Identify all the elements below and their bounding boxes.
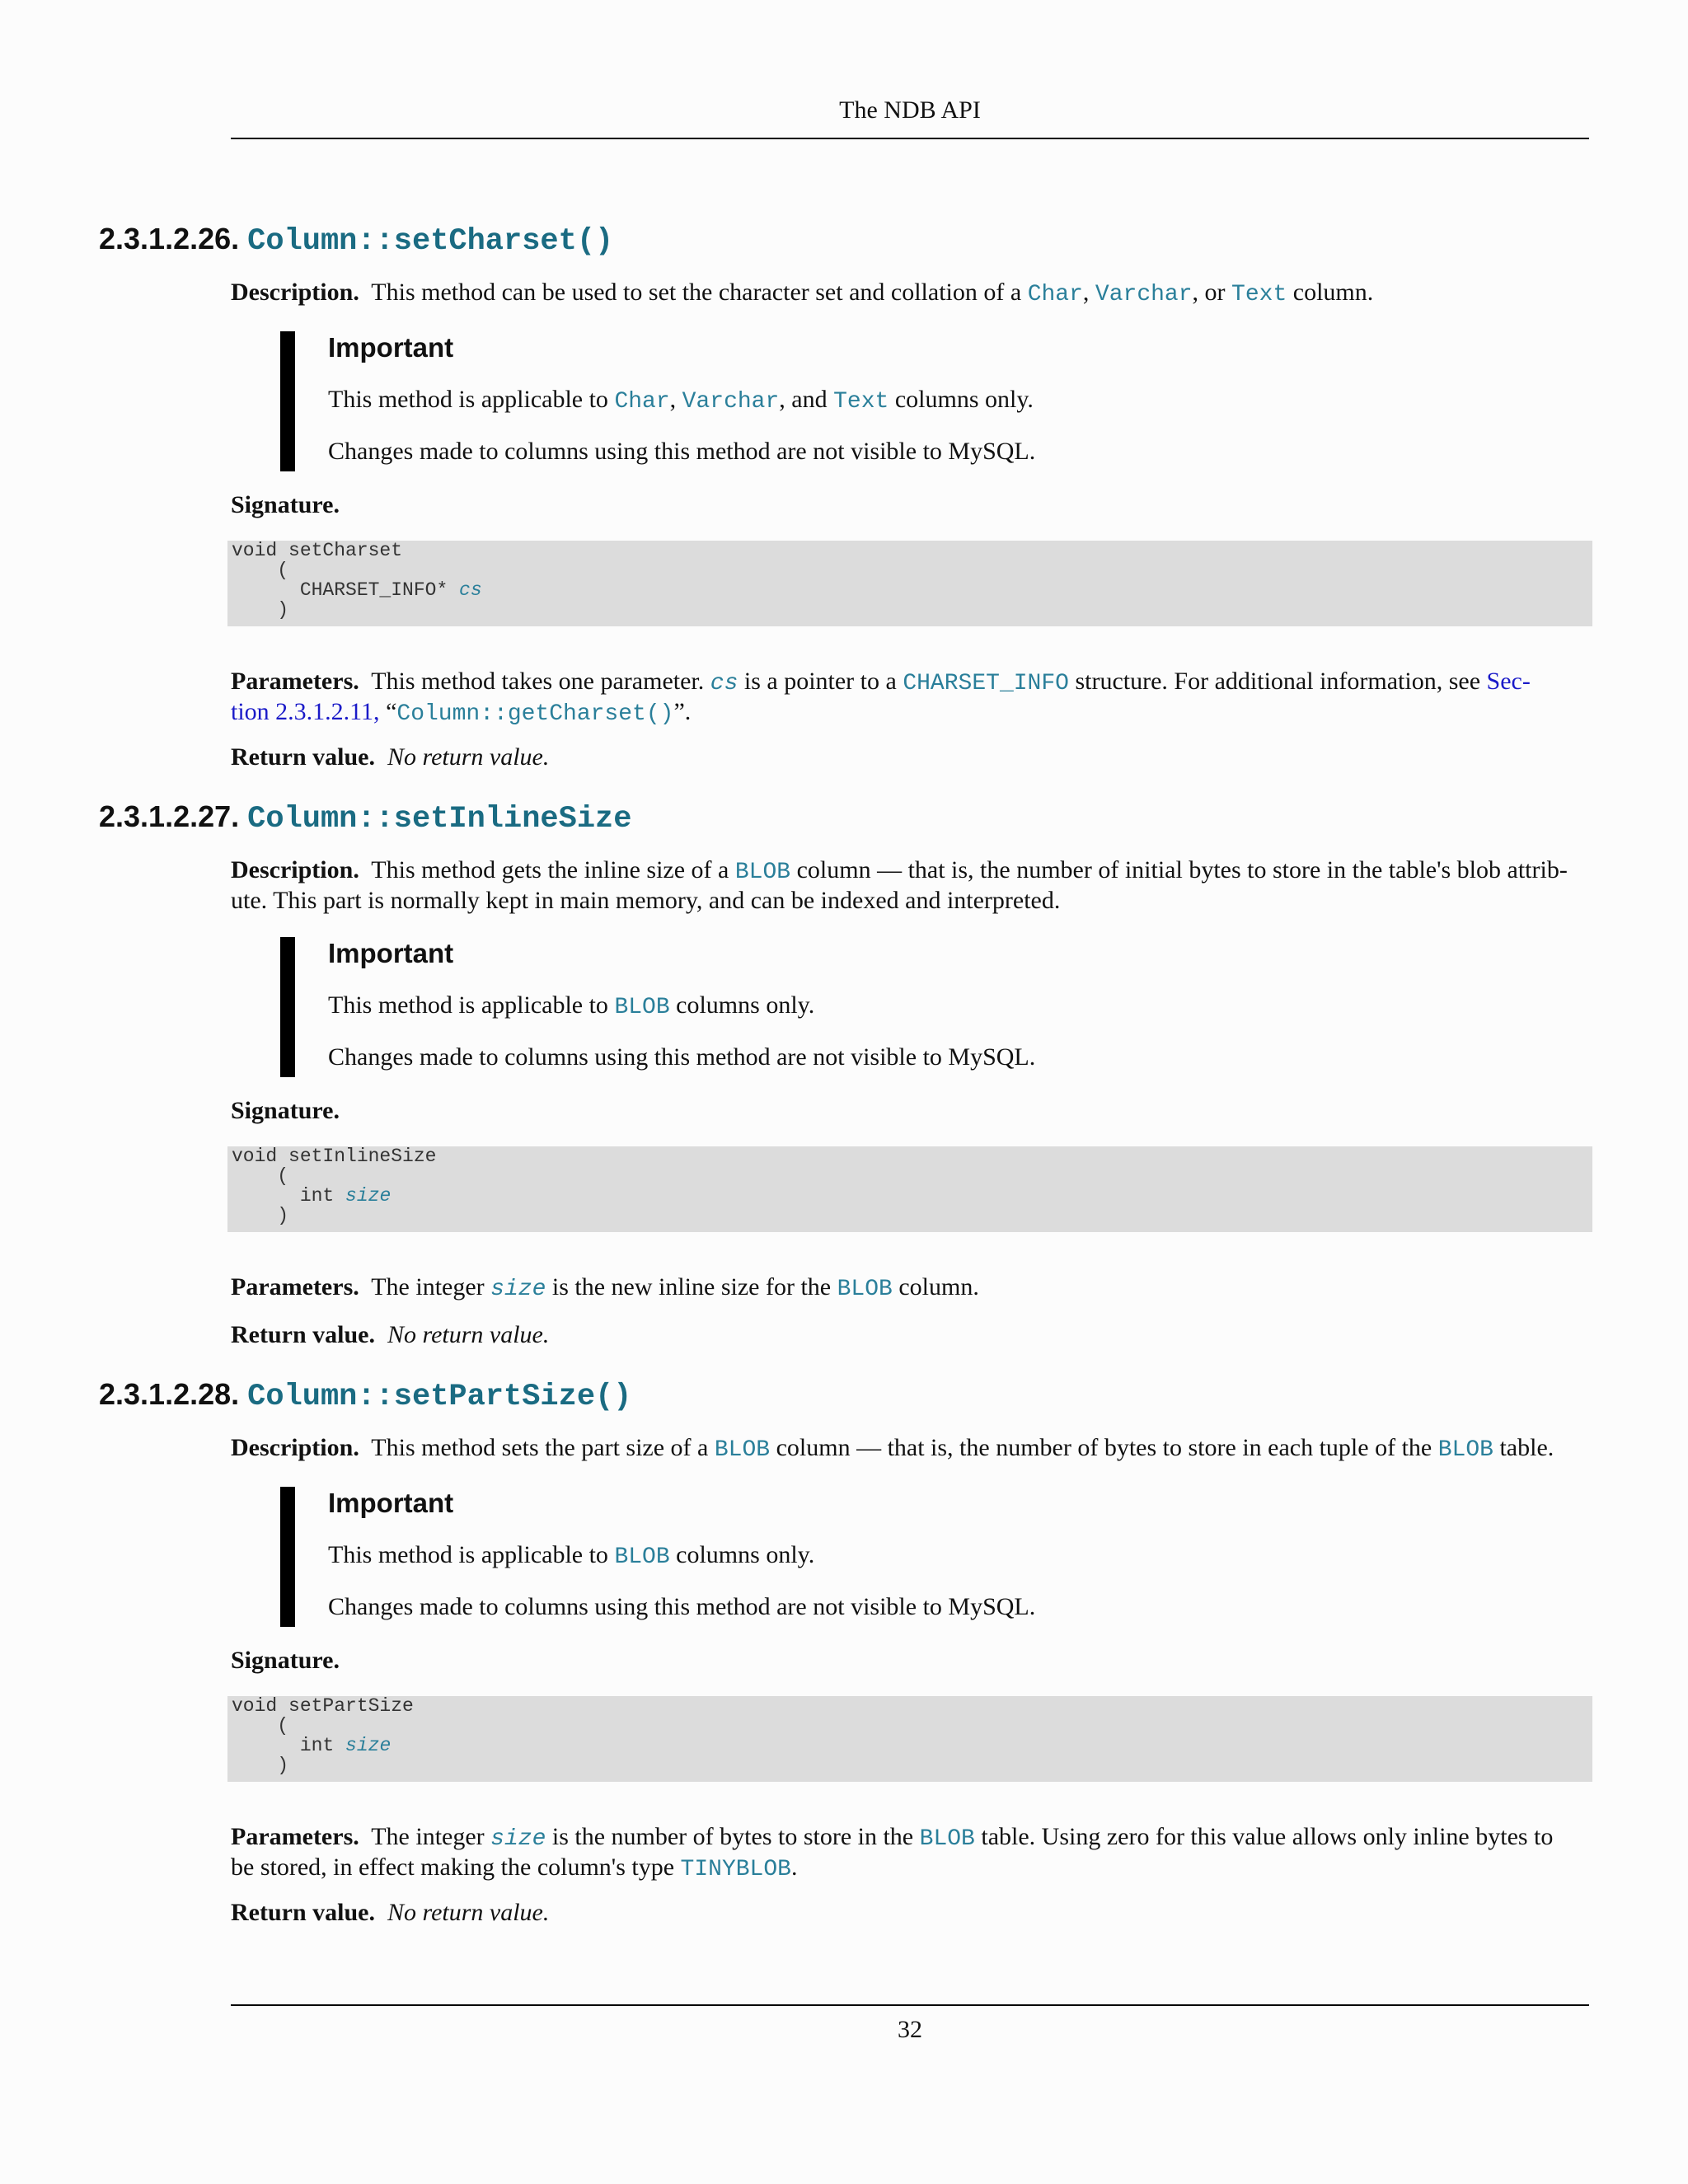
text: This method gets the inline size of a (371, 856, 735, 883)
text: This method is applicable to (328, 386, 615, 413)
text: This method is applicable to (328, 991, 615, 1019)
section-heading (99, 1375, 631, 1417)
text: table. Using zero for this value allows only inline bytes to (974, 1823, 1554, 1850)
text: table. (1493, 1434, 1554, 1461)
code-line: ( (232, 1165, 289, 1187)
code-type-text: Text (1231, 282, 1287, 307)
code-line: void setCharset (232, 540, 403, 561)
code-type-tinyblob: TINYBLOB (680, 1857, 791, 1882)
code-type-blob: BLOB (714, 1437, 771, 1463)
code-line: int (232, 1185, 346, 1207)
code-type-blob: BLOB (614, 995, 670, 1020)
text: , (1082, 279, 1095, 306)
important-visibility: Changes made to columns using this method are not visible to MySQL. (328, 438, 1036, 465)
section-method-name: Column::setCharset() (247, 224, 614, 259)
code-line: void setInlineSize (232, 1146, 437, 1167)
text: , and (779, 386, 834, 413)
important-title: Important (328, 332, 454, 363)
description-paragraph (231, 279, 1582, 309)
return-value-text: No return value. (387, 1321, 550, 1348)
text: This method can be used to set the character set and collation of a (371, 279, 1028, 306)
code-type-varchar: Varchar (1095, 282, 1193, 307)
text: This method is applicable to (328, 1541, 615, 1568)
code-type-blob: BLOB (919, 1826, 975, 1852)
code-line: int (232, 1735, 346, 1756)
important-note (280, 937, 1599, 1077)
text: columns only. (889, 386, 1034, 413)
text: column — that is, the number of bytes to store in each tuple of the (770, 1434, 1438, 1461)
text: columns only. (669, 1541, 815, 1568)
signature-label (231, 1647, 1582, 1675)
parameters-label: Parameters. (231, 1823, 359, 1850)
code-method-link[interactable]: Column::getCharset() (396, 701, 674, 727)
text: . (790, 1854, 798, 1881)
code-type-blob: BLOB (734, 860, 791, 885)
important-title: Important (328, 1488, 454, 1518)
text: columns only. (669, 991, 815, 1019)
section-number: 2.3.1.2.26. (99, 222, 240, 255)
description-paragraph (231, 856, 1582, 915)
description-label: Description. (231, 1434, 359, 1461)
text: column. (892, 1273, 979, 1301)
parameters-paragraph (231, 1273, 1582, 1304)
text: The integer (371, 1823, 491, 1850)
code-line: ) (232, 1755, 289, 1776)
text: is the new inline size for the (546, 1273, 837, 1301)
important-visibility: Changes made to columns using this method are not visible to MySQL. (328, 1593, 1036, 1620)
page-footer (231, 2004, 1589, 2044)
code-type-blob: BLOB (1437, 1437, 1493, 1463)
section-method-name: Column::setPartSize() (247, 1380, 632, 1414)
text: is the number of bytes to store in the (546, 1823, 920, 1850)
code-param: size (345, 1735, 392, 1756)
text: structure. For additional information, see (1068, 668, 1487, 695)
page-number: 32 (898, 2016, 922, 2043)
code-type-text: Text (833, 389, 889, 415)
section-link[interactable]: Sec- (1486, 668, 1531, 695)
code-type-varchar: Varchar (682, 389, 780, 415)
return-value-label: Return value. (231, 743, 375, 771)
important-note (280, 331, 1599, 471)
signature-label (231, 491, 1582, 519)
return-value-paragraph (231, 1321, 1582, 1349)
return-value-text: No return value. (387, 743, 550, 771)
parameters-paragraph (231, 1823, 1582, 1884)
code-line: ) (232, 599, 289, 621)
signature-label-text: Signature. (231, 491, 340, 518)
signature-label-text: Signature. (231, 1097, 340, 1124)
text: column — that is, the number of initial bytes to store in the table's blob attrib- (790, 856, 1568, 883)
text: This method sets the part size of a (371, 1434, 715, 1461)
text: ute. This part is normally kept in main memory, and can be indexed and interpreted. (231, 887, 1061, 914)
code-param: size (345, 1185, 392, 1207)
page-header (231, 92, 1589, 139)
parameters-label: Parameters. (231, 668, 359, 695)
important-applicability (328, 1541, 814, 1572)
parameters-paragraph (231, 668, 1582, 729)
text: column. (1287, 279, 1374, 306)
return-value-paragraph (231, 743, 1582, 771)
important-applicability (328, 991, 814, 1022)
text: , (669, 386, 682, 413)
code-type: CHARSET_INFO (903, 671, 1069, 696)
signature-code-block (227, 1696, 1592, 1782)
important-visibility: Changes made to columns using this method are not visible to MySQL. (328, 1043, 1036, 1071)
return-value-label: Return value. (231, 1321, 375, 1348)
code-line: ( (232, 560, 289, 581)
description-label: Description. (231, 279, 359, 306)
code-line: ) (232, 1205, 289, 1226)
section-link[interactable]: tion 2.3.1.2.11, (231, 698, 380, 725)
section-heading (99, 219, 613, 261)
text: is a pointer to a (738, 668, 903, 695)
code-param: size (490, 1277, 546, 1302)
signature-label (231, 1097, 1582, 1125)
code-param: size (490, 1826, 546, 1852)
text: This method takes one parameter. (371, 668, 710, 695)
important-title: Important (328, 938, 454, 968)
parameters-label: Parameters. (231, 1273, 359, 1301)
code-type-char: Char (614, 389, 670, 415)
text: be stored, in effect making the column's type (231, 1854, 681, 1881)
text: The integer (371, 1273, 491, 1301)
text: , or (1192, 279, 1232, 306)
section-number: 2.3.1.2.27. (99, 799, 240, 833)
code-line: CHARSET_INFO* (232, 579, 460, 601)
section-method-name: Column::setInlineSize (247, 802, 632, 837)
signature-code-block (227, 541, 1592, 626)
important-note (280, 1487, 1599, 1627)
code-param: cs (710, 671, 738, 696)
description-paragraph (231, 1434, 1582, 1465)
code-line: ( (232, 1715, 289, 1736)
signature-code-block (227, 1146, 1592, 1232)
code-param: cs (459, 579, 482, 601)
important-applicability (328, 386, 1034, 416)
section-heading (99, 797, 631, 839)
code-type-char: Char (1027, 282, 1083, 307)
signature-label-text: Signature. (231, 1647, 340, 1674)
description-label: Description. (231, 856, 359, 883)
page-header-title: The NDB API (839, 96, 981, 124)
code-type-blob: BLOB (614, 1544, 670, 1570)
return-value-paragraph (231, 1899, 1582, 1927)
code-line: void setPartSize (232, 1695, 414, 1717)
code-type-blob: BLOB (837, 1277, 893, 1302)
return-value-text: No return value. (387, 1899, 550, 1926)
return-value-label: Return value. (231, 1899, 375, 1926)
text: “ (379, 698, 397, 725)
text: ”. (673, 698, 692, 725)
section-number: 2.3.1.2.28. (99, 1377, 240, 1411)
